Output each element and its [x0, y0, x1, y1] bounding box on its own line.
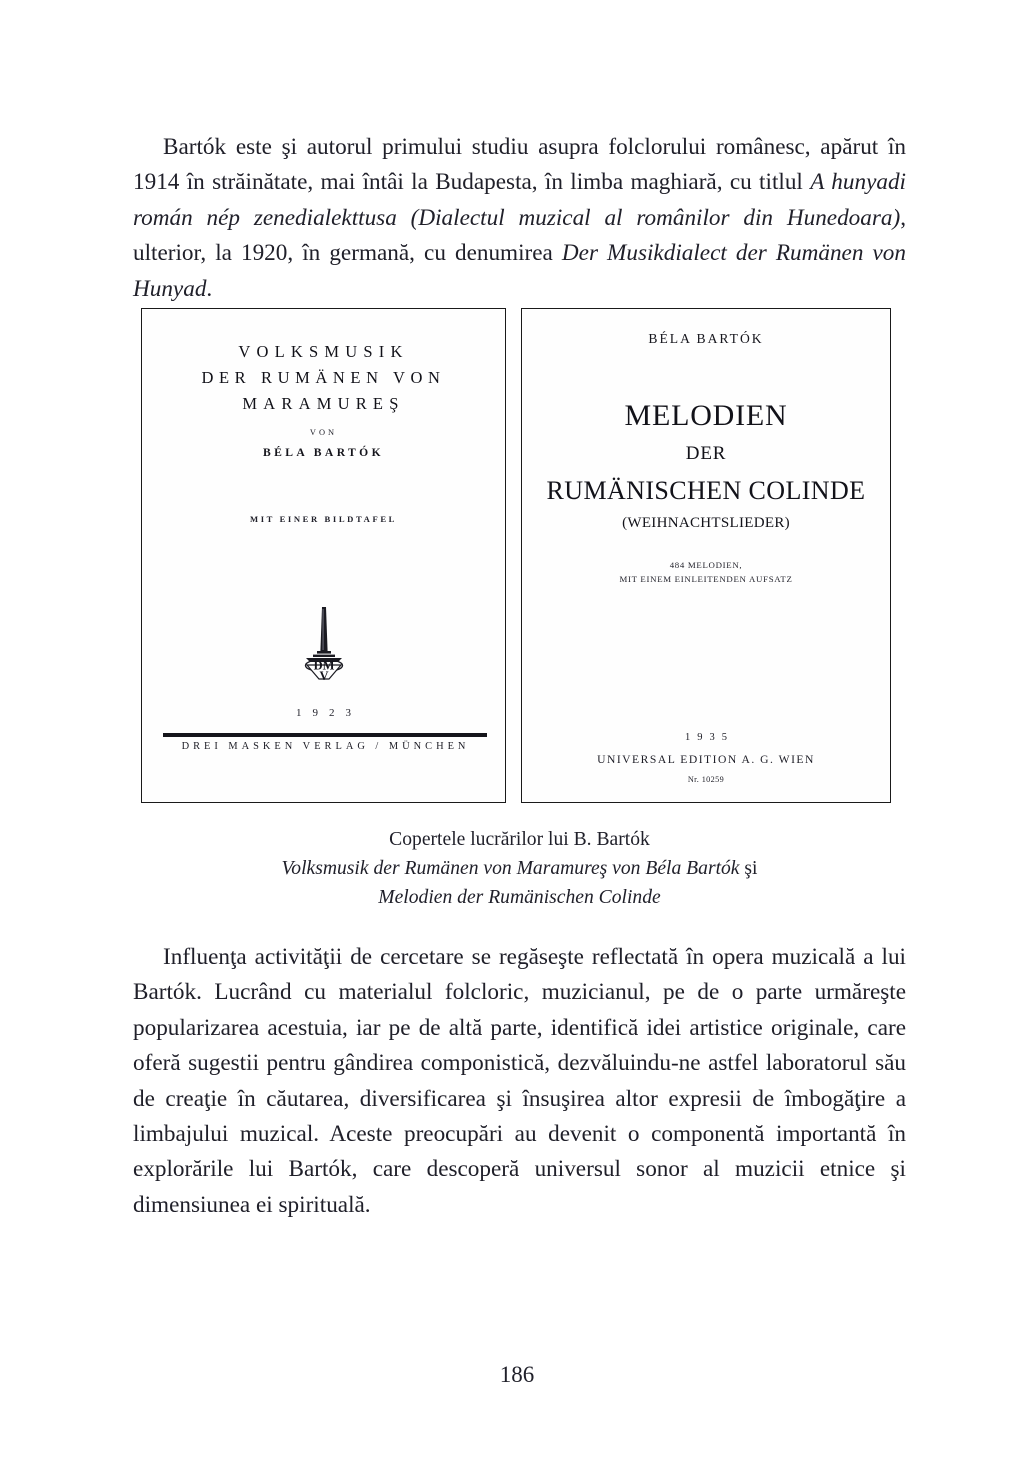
volksmusik-by-label: VON — [309, 428, 338, 437]
intro-segment-2: , ulterior, la 1920, în germană, cu denumirea — [133, 204, 906, 267]
page-number: 186 — [499, 1362, 535, 1387]
caption-line-3 — [133, 884, 906, 913]
figure-caption — [133, 826, 906, 912]
volksmusik-author: BÉLA BARTÓK — [262, 446, 385, 459]
intro-italic-title-1: A hunyadi román nép zenedialekttusa (Dialectul muzical al românilor din Hunedoara) — [133, 169, 906, 231]
melodien-plate-number: Nr. 10259 — [687, 775, 725, 784]
melodien-note-line-2: MIT EINEM EINLEITENDEN AUFSATZ — [619, 574, 793, 584]
caption-line-2-title: Volksmusik der Rumänen von Maramureş von Béla Bartók — [281, 857, 740, 879]
melodien-title-line-1: MELODIEN — [624, 399, 788, 432]
volksmusik-title-block — [142, 339, 505, 459]
drei-masken-verlag-obelisk-logo — [142, 601, 505, 693]
melodien-author: BÉLA BARTÓK — [648, 331, 764, 346]
volksmusik-publisher: DREI MASKEN VERLAG / MÜNCHEN — [181, 741, 470, 752]
volksmusik-subtitle: MIT EINER BILDTAFEL — [250, 514, 397, 524]
paragraph-influence — [133, 940, 906, 1223]
melodien-title-line-4: (WEIHNACHTSLIEDER) — [622, 515, 790, 531]
book-cover-volksmusik — [141, 308, 506, 803]
caption-line-3-title: Melodien der Rumänischen Colinde — [378, 886, 661, 908]
melodien-footer — [522, 732, 890, 784]
volksmusik-year: 1923 — [296, 707, 362, 719]
volksmusik-divider-rule — [163, 733, 487, 737]
intro-segment-3: . — [206, 275, 213, 302]
influence-body: Influenţa activităţii de cercetare se regăseşte reflectată în opera muzicală a lui Bartók. Lucrând cu materialul folcloric, muzicianul, pe de o parte urmăreşte popularizarea acestuia, iar pe de altă parte, identifică idei artistice originale, care oferă sugestii pentru gândirea componistică, dezvăluindu-ne astfel laboratorul său de creaţie în căutarea, diversificarea şi însuşirea altor expresii de îmbogăţire a limbajului muzical. Aceste preocupări au devenit o componentă importantă în explorările lui Bartók, care descoperă universul sonor al muzicii etnice şi dimensiunea ei spirituală. — [133, 944, 906, 1218]
melodien-year: 1935 — [685, 732, 734, 743]
melodien-publisher: UNIVERSAL EDITION A. G. WIEN — [597, 753, 815, 766]
intro-italic-title-2: Der Musikdialect der Rumänen von Hunyad — [133, 240, 906, 302]
book-cover-melodien — [521, 308, 891, 803]
covers-row — [133, 308, 906, 805]
caption-line-1: Copertele lucrărilor lui B. Bartók — [389, 829, 650, 850]
melodien-title-block — [522, 397, 890, 532]
melodien-note-block — [522, 558, 890, 586]
figure-book-covers — [133, 308, 906, 805]
volksmusik-title-line-3: MARAMUREŞ — [242, 394, 405, 413]
logo-text-v: V — [318, 669, 329, 683]
melodien-title-line-2: DER — [685, 443, 727, 464]
paragraph-influence-text — [133, 940, 906, 1223]
melodien-note-line-1: 484 MELODIEN, — [669, 560, 743, 570]
paragraph-intro — [133, 130, 906, 307]
caption-line-2-tail: şi — [739, 857, 758, 879]
intro-segment-1: Bartók este şi autorul primului studiu asupra folclorului românesc, apărut în 1914 în străinătate, mai întâi la Budapesta, în limba maghiară, cu titlul — [133, 134, 906, 196]
caption-line-2 — [133, 855, 906, 884]
paragraph-intro-text — [133, 130, 906, 307]
volksmusik-title-line-1: VOLKSMUSIK — [238, 342, 409, 361]
melodien-title-line-3: RUMÄNISCHEN COLINDE — [546, 476, 866, 505]
obelisk-icon — [289, 601, 359, 693]
logo-text-dm: DM — [313, 658, 334, 673]
volksmusik-title-line-2: DER RUMÄNEN VON — [201, 368, 446, 387]
